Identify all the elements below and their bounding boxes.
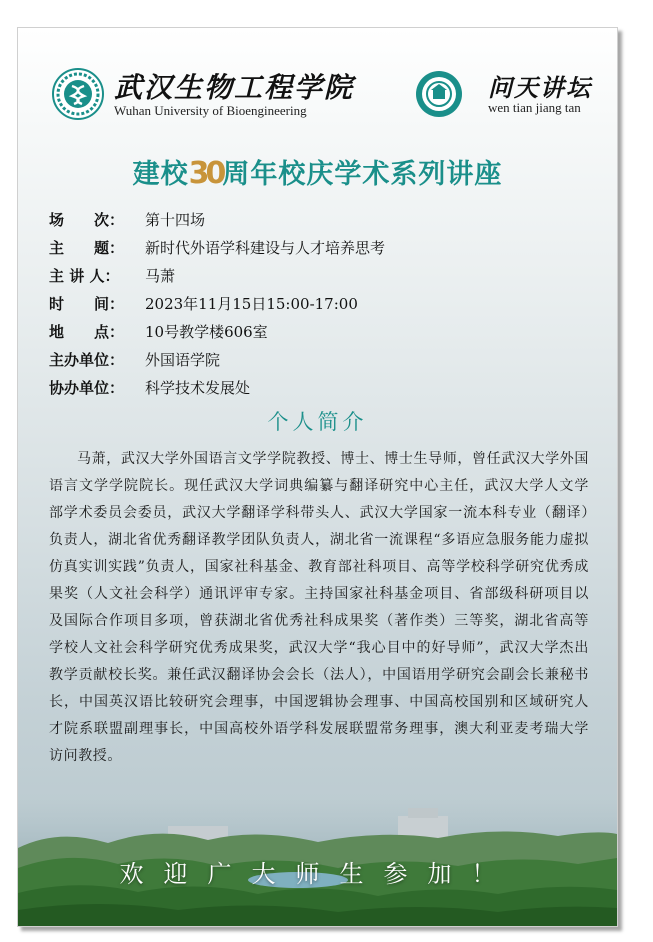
bio-section-title: 个人简介	[267, 410, 368, 434]
university-emblem-icon	[52, 68, 104, 120]
info-row-topic	[49, 234, 385, 262]
info-value: 外国语学院	[145, 351, 221, 369]
info-row-co-host	[49, 374, 385, 402]
info-label: 主办单位：	[49, 351, 125, 369]
info-value: 科学技术发展处	[145, 379, 251, 397]
info-value: 10号教学楼606室	[145, 323, 268, 341]
info-label: 时 间：	[49, 295, 125, 313]
info-value: 新时代外语学科建设与人才培养思考	[145, 239, 386, 257]
info-label: 主 题：	[49, 239, 125, 257]
poster-title	[18, 152, 617, 191]
info-row-host	[49, 346, 385, 374]
forum-name-cn: 问天讲坛	[488, 73, 592, 102]
university-name-cn: 武汉生物工程学院	[114, 71, 355, 104]
info-label: 地 点：	[49, 323, 125, 341]
info-label: 主 讲 人：	[49, 267, 120, 285]
info-row-session	[49, 206, 385, 234]
info-row-speaker	[49, 262, 385, 290]
speaker-bio: 马萧，武汉大学外国语言文学学院教授、博士、博士生导师，曾任武汉大学外国语言文学学院院长。现任武汉大学词典编纂与翻译研究中心主任，武汉大学人文学部学术委员会委员，武汉大学翻译学科带头人、武汉大学国家一流本科专业（翻译）负责人，湖北省优秀翻译教学团队负责人，湖北省一流课程“多语应急服务能力虚拟仿真实训实践”负责人，国家社科基金、教育部社科项目、高等学校科学研究优秀成果奖（人文社会科学）通讯评审专家。主持国家社科基金项目、省部级科研项目以及国际合作项目多项，曾获湖北省优秀社科成果奖（著作类）三等奖，湖北省高等学校人文社会科学研究优秀成果奖，武汉大学“我心目中的好导师”，武汉大学杰出教学贡献校长奖。兼任武汉翻译协会会长（法人），中国语用学研究会副会长兼秘书长，中国英汉语比较研究会理事，中国逻辑协会理事、中国高校国别和区域研究人才院系联盟副理事长，中国高校外语学科发展联盟常务理事，澳大利亚麦考瑞大学访问教授。	[49, 451, 589, 764]
forum-name-en: wen tian jiang tan	[488, 100, 581, 115]
anniversary-number: 30	[188, 156, 223, 191]
info-value: 第十四场	[145, 211, 206, 229]
lecture-info	[49, 206, 385, 402]
info-label: 协办单位：	[49, 379, 125, 397]
welcome-message: 欢迎广大师生参加！	[119, 860, 516, 888]
info-label: 场 次：	[49, 211, 125, 229]
title-suffix: 周年校庆学术系列讲座	[222, 159, 503, 190]
title-prefix: 建校	[132, 159, 189, 190]
poster-header	[18, 28, 617, 128]
info-value: 2023年11月15日15:00-17:00	[145, 295, 358, 313]
info-value: 马萧	[145, 267, 176, 285]
info-row-time	[49, 290, 385, 318]
lecture-poster	[17, 27, 618, 927]
university-name-en: Wuhan University of Bioengineering	[114, 103, 307, 118]
forum-emblem-icon	[415, 70, 463, 118]
info-row-location	[49, 318, 385, 346]
